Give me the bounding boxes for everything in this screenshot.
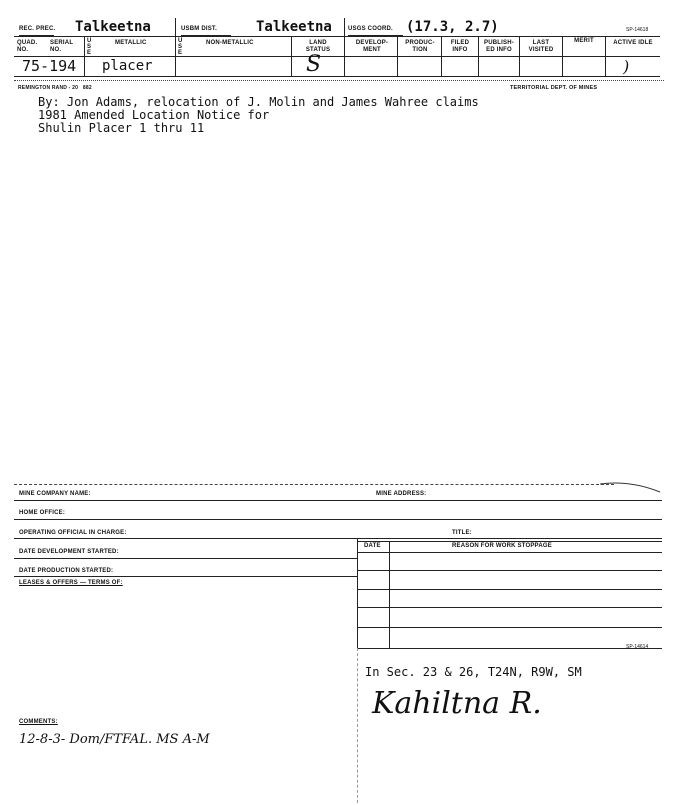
rec-prec-label: REC. PREC. (19, 26, 56, 32)
notes-block (38, 96, 479, 135)
production-started-label: DATE PRODUCTION STARTED: (19, 568, 114, 574)
note-line: By: Jon Adams, relocation of J. Molin and James Wahree claims (38, 95, 479, 109)
note-line: Shulin Placer 1 thru 11 (38, 121, 205, 135)
comments-label: COMMENTS: (19, 719, 58, 725)
remington-imprint: REMINGTON RAND - 20 882 (18, 85, 92, 91)
col-merit: MERIT (574, 38, 594, 44)
home-office-label: HOME OFFICE: (19, 510, 66, 516)
usbm-dist-value: Talkeetna (256, 19, 332, 35)
col-development: DEVELOP-MENT (355, 40, 389, 53)
leases-label: LEASES & OFFERS — TERMS OF: (19, 580, 123, 586)
mine-company-name-label: MINE COMPANY NAME: (19, 491, 91, 497)
note-line: 1981 Amended Location Notice for (38, 108, 270, 122)
col-quad-no: QUAD. NO. (17, 40, 38, 53)
col-use-2: U S E (178, 38, 183, 56)
col-filed-info: FILED INFO (450, 40, 470, 53)
title-label: TITLE: (452, 530, 472, 536)
active-idle-value: ) (623, 57, 630, 76)
col-metallic: METALLIC (115, 40, 147, 46)
land-status-value: S (306, 52, 322, 77)
reason-column-label: REASON FOR WORK STOPPAGE (452, 543, 552, 549)
usgs-coord-value: (17.3, 2.7) (406, 19, 499, 35)
usgs-coord-label: USGS COORD. (348, 26, 393, 32)
col-serial-no: SERIAL NO. (50, 40, 74, 53)
date-column-label: DATE (364, 543, 381, 549)
col-last-visited: LAST VISITED (528, 40, 554, 53)
mine-address-label: MINE ADDRESS: (376, 491, 427, 497)
operating-official-label: OPERATING OFFICIAL IN CHARGE: (19, 530, 127, 536)
col-non-metallic: NON-METALLIC (206, 40, 254, 46)
quad-serial-value: 75-194 (22, 57, 77, 75)
col-active-idle: ACTIVE IDLE (613, 40, 653, 46)
comments-value: 12-8-3- Dom/FTFAL. MS A-M (19, 732, 210, 747)
usbm-dist-label: USBM DIST. (181, 26, 218, 32)
col-production: PRODUC-TION (405, 40, 435, 53)
form-number: SP-14618 (626, 27, 649, 33)
card-edge-curl (600, 476, 662, 496)
territorial-imprint: TERRITORIAL DEPT. OF MINES (510, 85, 598, 91)
development-started-label: DATE DEVELOPMENT STARTED: (19, 549, 119, 555)
col-published-info: PUBLISH-ED INFO (484, 40, 514, 53)
col-land-status: LAND STATUS (305, 40, 331, 53)
lower-form-number: SP-14614 (626, 644, 649, 650)
col-use-1: U S E (87, 38, 92, 56)
metallic-value: placer (102, 58, 153, 74)
location-text: In Sec. 23 & 26, T24N, R9W, SM (365, 665, 582, 679)
river-handwritten: Kahiltna R. (372, 686, 542, 721)
rec-prec-value: Talkeetna (75, 19, 151, 35)
